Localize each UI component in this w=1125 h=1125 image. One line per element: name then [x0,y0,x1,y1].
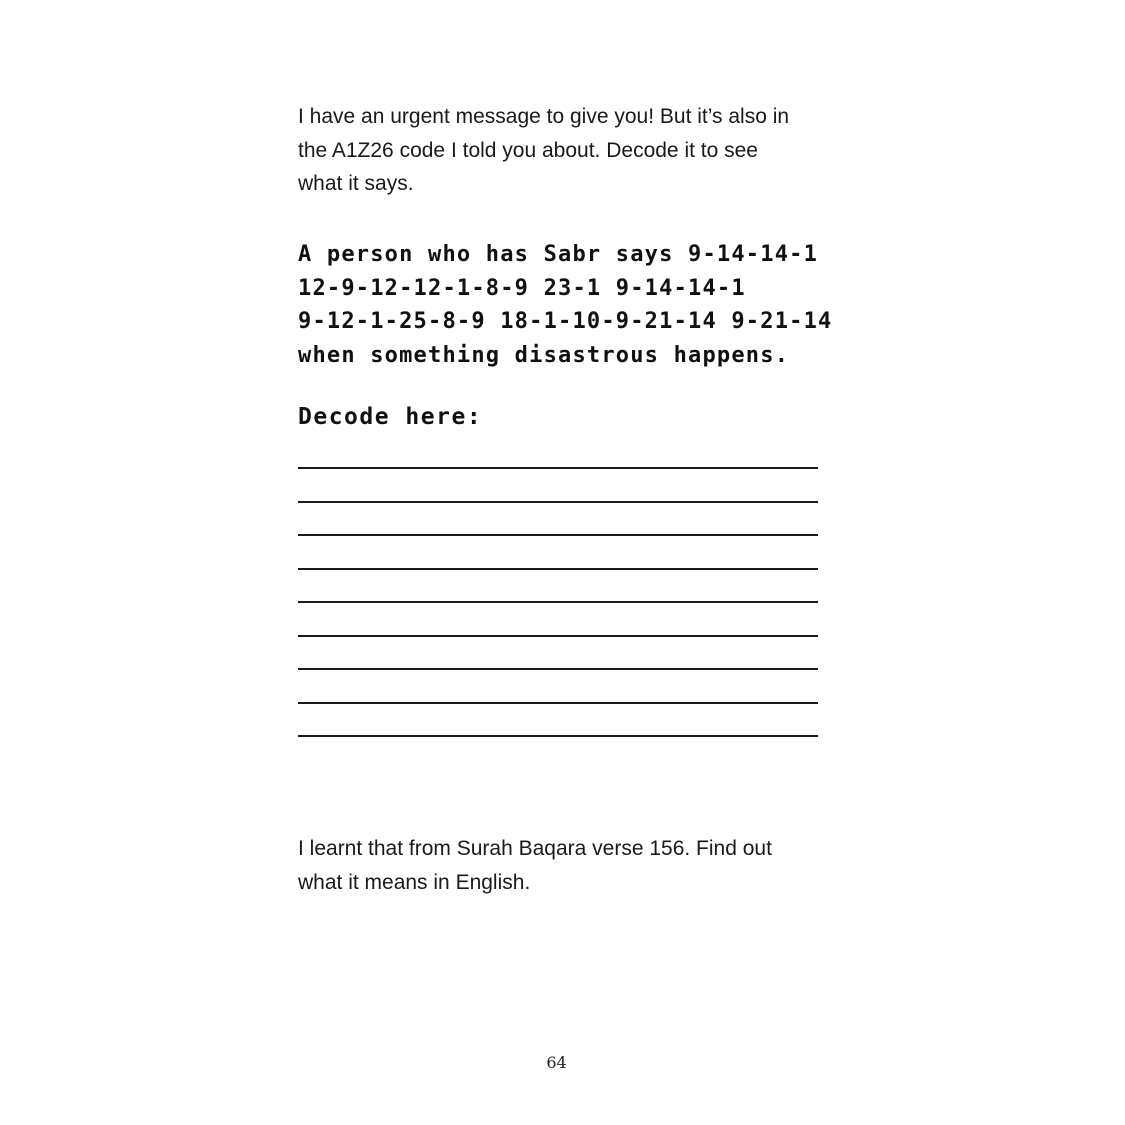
answer-line[interactable] [298,632,818,666]
answer-line[interactable] [298,565,818,599]
outro-line: I learnt that from Surah Baqara verse 156. Find out [298,837,772,860]
outro-line: what it means in English. [298,870,531,894]
answer-line[interactable] [298,498,818,532]
intro-line: the A1Z26 code I told you about. Decode it to see [298,138,758,162]
coded-message-line: 9-12-1-25-8-9 18-1-10-9-21-14 9-21-14 [298,309,833,334]
decode-heading: Decode here: [298,404,483,430]
answer-lines [298,464,818,766]
answer-line[interactable] [298,665,818,699]
intro-line: I have an urgent message to give you! But it’s also in [298,105,790,128]
answer-line[interactable] [298,598,818,632]
answer-line[interactable] [298,531,818,565]
answer-line[interactable] [298,464,818,498]
intro-line: what it says. [298,172,414,195]
intro-paragraph [298,100,838,201]
coded-message-line: when something disastrous happens. [298,342,790,368]
page-number: 64 [546,1053,567,1072]
coded-message-line: A person who has Sabr says 9-14-14-1 [298,242,819,267]
answer-line[interactable] [298,732,818,766]
outro-paragraph [298,832,838,899]
answer-line[interactable] [298,699,818,733]
coded-message-line: 12-9-12-12-1-8-9 23-1 9-14-14-1 [298,275,746,301]
coded-message [298,238,858,372]
